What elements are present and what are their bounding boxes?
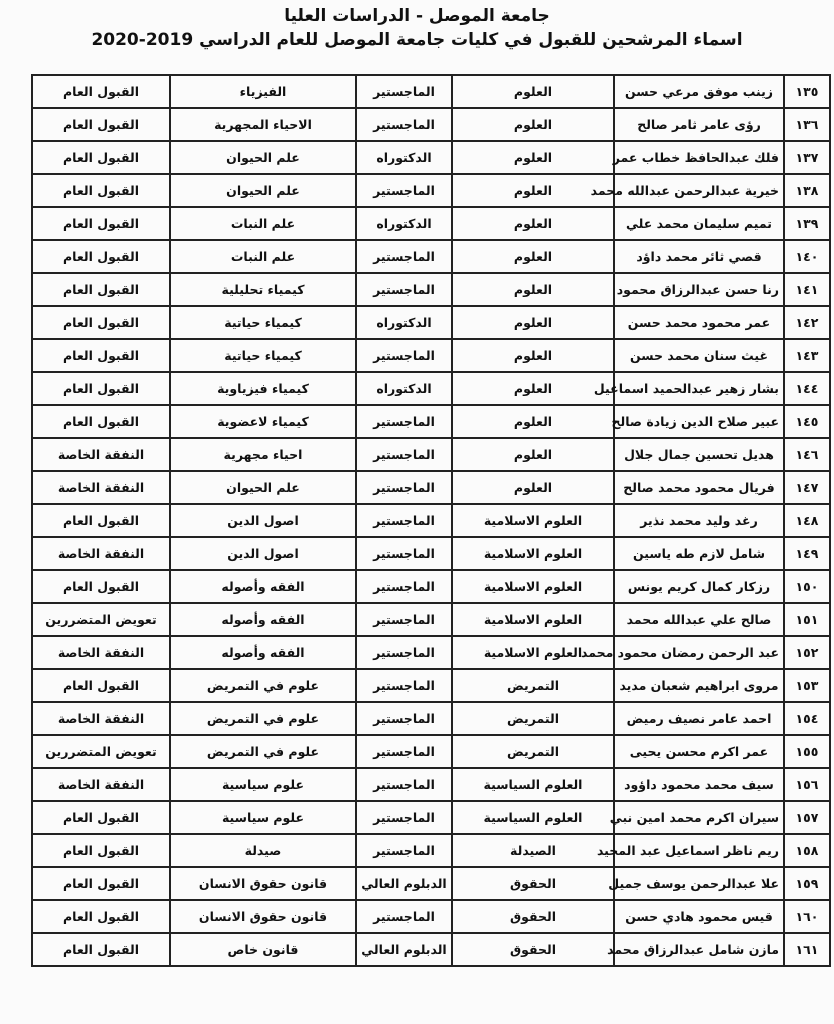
admission-channel-cell: القبول العام xyxy=(32,801,170,834)
college-cell: العلوم xyxy=(452,141,614,174)
row-number-cell: ١٤٩ xyxy=(784,537,830,570)
row-number-cell: ١٥٨ xyxy=(784,834,830,867)
degree-cell: الماجستير xyxy=(356,735,452,768)
department-cell: علم الحيوان xyxy=(170,471,356,504)
page-subtitle: اسماء المرشحين للقبول في كليات جامعة الموصل للعام الدراسي 2019-2020 xyxy=(91,30,743,50)
row-number-cell: ١٤٥ xyxy=(784,405,830,438)
admission-channel-cell: القبول العام xyxy=(32,174,170,207)
row-number-cell: ١٣٧ xyxy=(784,141,830,174)
college-cell: العلوم xyxy=(452,438,614,471)
candidate-name-cell: علا عبدالرحمن يوسف جميل xyxy=(614,867,784,900)
table-row xyxy=(32,933,830,966)
table-row xyxy=(32,339,830,372)
table-row xyxy=(32,636,830,669)
admission-channel-cell: القبول العام xyxy=(32,240,170,273)
college-cell: العلوم xyxy=(452,75,614,108)
table-row xyxy=(32,174,830,207)
department-cell: علم النبات xyxy=(170,240,356,273)
college-cell: العلوم xyxy=(452,306,614,339)
table-row xyxy=(32,702,830,735)
degree-cell: الدكتوراه xyxy=(356,372,452,405)
degree-cell: الماجستير xyxy=(356,900,452,933)
row-number-cell: ١٤٨ xyxy=(784,504,830,537)
department-cell: كيمياء حياتية xyxy=(170,339,356,372)
row-number-cell: ١٣٨ xyxy=(784,174,830,207)
row-number-cell: ١٤١ xyxy=(784,273,830,306)
candidate-name-cell: رزكار كمال كريم يونس xyxy=(614,570,784,603)
college-cell: العلوم الاسلامية xyxy=(452,603,614,636)
table-row xyxy=(32,240,830,273)
admission-channel-cell: القبول العام xyxy=(32,108,170,141)
degree-cell: الماجستير xyxy=(356,240,452,273)
degree-cell: الماجستير xyxy=(356,537,452,570)
degree-cell: الدبلوم العالي xyxy=(356,867,452,900)
department-cell: علم الحيوان xyxy=(170,174,356,207)
college-cell: العلوم xyxy=(452,108,614,141)
table-row xyxy=(32,834,830,867)
candidate-name-cell: مروى ابراهيم شعبان مديد xyxy=(614,669,784,702)
department-cell: قانون حقوق الانسان xyxy=(170,867,356,900)
candidate-name-cell: فلك عبدالحافظ خطاب عمر xyxy=(614,141,784,174)
candidate-name-cell: صالح علي عبدالله محمد xyxy=(614,603,784,636)
admission-channel-cell: النفقة الخاصة xyxy=(32,702,170,735)
row-number-cell: ١٥٣ xyxy=(784,669,830,702)
department-cell: كيمياء فيزياوية xyxy=(170,372,356,405)
row-number-cell: ١٤٢ xyxy=(784,306,830,339)
row-number-cell: ١٤٦ xyxy=(784,438,830,471)
admission-channel-cell: القبول العام xyxy=(32,141,170,174)
candidates-table-body xyxy=(32,75,830,966)
row-number-cell: ١٥٩ xyxy=(784,867,830,900)
admission-channel-cell: النفقة الخاصة xyxy=(32,438,170,471)
admission-channel-cell: النفقة الخاصة xyxy=(32,768,170,801)
candidate-name-cell: قصي ثائر محمد داؤد xyxy=(614,240,784,273)
admission-channel-cell: تعويض المتضررين xyxy=(32,603,170,636)
department-cell: قانون خاص xyxy=(170,933,356,966)
candidate-name-cell: قيس محمود هادي حسن xyxy=(614,900,784,933)
department-cell: علوم سياسية xyxy=(170,801,356,834)
department-cell: الفقه وأصوله xyxy=(170,636,356,669)
table-row xyxy=(32,603,830,636)
college-cell: الحقوق xyxy=(452,933,614,966)
degree-cell: الماجستير xyxy=(356,471,452,504)
degree-cell: الماجستير xyxy=(356,405,452,438)
admission-channel-cell: تعويض المتضررين xyxy=(32,735,170,768)
table-row xyxy=(32,669,830,702)
department-cell: علم النبات xyxy=(170,207,356,240)
row-number-cell: ١٥٦ xyxy=(784,768,830,801)
degree-cell: الدكتوراه xyxy=(356,141,452,174)
department-cell: قانون حقوق الانسان xyxy=(170,900,356,933)
department-cell: علوم في التمريض xyxy=(170,735,356,768)
department-cell: علوم في التمريض xyxy=(170,702,356,735)
degree-cell: الدبلوم العالي xyxy=(356,933,452,966)
admission-channel-cell: القبول العام xyxy=(32,405,170,438)
candidate-name-cell: تميم سليمان محمد علي xyxy=(614,207,784,240)
table-row xyxy=(32,75,830,108)
candidate-name-cell: رغد وليد محمد نذير xyxy=(614,504,784,537)
degree-cell: الماجستير xyxy=(356,570,452,603)
row-number-cell: ١٥٠ xyxy=(784,570,830,603)
candidate-name-cell: شامل لازم طه ياسين xyxy=(614,537,784,570)
degree-cell: الماجستير xyxy=(356,669,452,702)
department-cell: الاحياء المجهرية xyxy=(170,108,356,141)
row-number-cell: ١٥٢ xyxy=(784,636,830,669)
department-cell: كيمياء لاعضوية xyxy=(170,405,356,438)
page-title: جامعة الموصل - الدراسات العليا xyxy=(284,6,550,26)
candidate-name-cell: هديل تحسين جمال جلال xyxy=(614,438,784,471)
degree-cell: الدكتوراه xyxy=(356,306,452,339)
table-row xyxy=(32,141,830,174)
table-row xyxy=(32,768,830,801)
table-row xyxy=(32,438,830,471)
department-cell: اصول الدين xyxy=(170,504,356,537)
college-cell: العلوم xyxy=(452,207,614,240)
admission-channel-cell: القبول العام xyxy=(32,900,170,933)
candidate-name-cell: بشار زهير عبدالحميد اسماعيل xyxy=(614,372,784,405)
college-cell: العلوم الاسلامية xyxy=(452,570,614,603)
college-cell: العلوم xyxy=(452,405,614,438)
college-cell: العلوم الاسلامية xyxy=(452,504,614,537)
row-number-cell: ١٤٣ xyxy=(784,339,830,372)
table-row xyxy=(32,900,830,933)
department-cell: كيمياء حياتية xyxy=(170,306,356,339)
row-number-cell: ١٥١ xyxy=(784,603,830,636)
admission-channel-cell: القبول العام xyxy=(32,372,170,405)
degree-cell: الماجستير xyxy=(356,702,452,735)
degree-cell: الماجستير xyxy=(356,768,452,801)
college-cell: العلوم xyxy=(452,273,614,306)
row-number-cell: ١٤٠ xyxy=(784,240,830,273)
admission-channel-cell: النفقة الخاصة xyxy=(32,537,170,570)
department-cell: اصول الدين xyxy=(170,537,356,570)
college-cell: التمريض xyxy=(452,669,614,702)
college-cell: العلوم xyxy=(452,240,614,273)
candidate-name-cell: غيث سنان محمد حسن xyxy=(614,339,784,372)
table-row xyxy=(32,735,830,768)
row-number-cell: ١٣٥ xyxy=(784,75,830,108)
table-row xyxy=(32,207,830,240)
degree-cell: الماجستير xyxy=(356,801,452,834)
table-row xyxy=(32,306,830,339)
admission-channel-cell: القبول العام xyxy=(32,834,170,867)
college-cell: الصيدلة xyxy=(452,834,614,867)
admission-channel-cell: القبول العام xyxy=(32,933,170,966)
candidate-name-cell: مازن شامل عبدالرزاق محمد xyxy=(614,933,784,966)
department-cell: الفقه وأصوله xyxy=(170,603,356,636)
department-cell: علم الحيوان xyxy=(170,141,356,174)
college-cell: التمريض xyxy=(452,702,614,735)
admission-channel-cell: القبول العام xyxy=(32,306,170,339)
degree-cell: الماجستير xyxy=(356,339,452,372)
department-cell: الفقه وأصوله xyxy=(170,570,356,603)
candidate-name-cell: عبير صلاح الدين زيادة صالح xyxy=(614,405,784,438)
admission-channel-cell: القبول العام xyxy=(32,669,170,702)
department-cell: علوم في التمريض xyxy=(170,669,356,702)
table-row xyxy=(32,372,830,405)
degree-cell: الماجستير xyxy=(356,504,452,537)
college-cell: العلوم xyxy=(452,372,614,405)
college-cell: العلوم xyxy=(452,471,614,504)
table-row xyxy=(32,537,830,570)
candidate-name-cell: عمر اكرم محسن يحيى xyxy=(614,735,784,768)
admission-channel-cell: النفقة الخاصة xyxy=(32,471,170,504)
candidate-name-cell: رؤى عامر ثامر صالح xyxy=(614,108,784,141)
admission-channel-cell: القبول العام xyxy=(32,504,170,537)
degree-cell: الماجستير xyxy=(356,438,452,471)
college-cell: الحقوق xyxy=(452,900,614,933)
row-number-cell: ١٦١ xyxy=(784,933,830,966)
candidate-name-cell: عبد الرحمن رمضان محمود محمد xyxy=(614,636,784,669)
candidate-name-cell: خيرية عبدالرحمن عبدالله محمد xyxy=(614,174,784,207)
row-number-cell: ١٤٤ xyxy=(784,372,830,405)
candidate-name-cell: عمر محمود محمد حسن xyxy=(614,306,784,339)
college-cell: العلوم السياسية xyxy=(452,768,614,801)
college-cell: العلوم الاسلامية xyxy=(452,636,614,669)
degree-cell: الماجستير xyxy=(356,636,452,669)
college-cell: العلوم xyxy=(452,174,614,207)
department-cell: احياء مجهرية xyxy=(170,438,356,471)
department-cell: صيدلة xyxy=(170,834,356,867)
row-number-cell: ١٤٧ xyxy=(784,471,830,504)
row-number-cell: ١٣٩ xyxy=(784,207,830,240)
degree-cell: الماجستير xyxy=(356,174,452,207)
admission-channel-cell: القبول العام xyxy=(32,273,170,306)
degree-cell: الماجستير xyxy=(356,834,452,867)
candidate-name-cell: احمد عامر نصيف رميض xyxy=(614,702,784,735)
admission-channel-cell: القبول العام xyxy=(32,207,170,240)
row-number-cell: ١٥٤ xyxy=(784,702,830,735)
admission-channel-cell: القبول العام xyxy=(32,75,170,108)
table-row xyxy=(32,504,830,537)
admission-channel-cell: القبول العام xyxy=(32,339,170,372)
college-cell: العلوم الاسلامية xyxy=(452,537,614,570)
admission-channel-cell: القبول العام xyxy=(32,570,170,603)
table-row xyxy=(32,273,830,306)
degree-cell: الماجستير xyxy=(356,75,452,108)
candidates-table xyxy=(31,74,831,967)
degree-cell: الماجستير xyxy=(356,603,452,636)
table-row xyxy=(32,108,830,141)
table-row xyxy=(32,405,830,438)
row-number-cell: ١٦٠ xyxy=(784,900,830,933)
college-cell: العلوم xyxy=(452,339,614,372)
row-number-cell: ١٥٥ xyxy=(784,735,830,768)
admission-channel-cell: القبول العام xyxy=(32,867,170,900)
candidate-name-cell: رنا حسن عبدالرزاق محمود xyxy=(614,273,784,306)
table-row xyxy=(32,471,830,504)
candidate-name-cell: ريم ناظر اسماعيل عبد المجيد xyxy=(614,834,784,867)
degree-cell: الماجستير xyxy=(356,108,452,141)
candidate-name-cell: فريال محمود محمد صالح xyxy=(614,471,784,504)
department-cell: علوم سياسية xyxy=(170,768,356,801)
row-number-cell: ١٥٧ xyxy=(784,801,830,834)
degree-cell: الماجستير xyxy=(356,273,452,306)
degree-cell: الدكتوراه xyxy=(356,207,452,240)
college-cell: الحقوق xyxy=(452,867,614,900)
college-cell: التمريض xyxy=(452,735,614,768)
candidate-name-cell: سيف محمد محمود داؤود xyxy=(614,768,784,801)
admission-channel-cell: النفقة الخاصة xyxy=(32,636,170,669)
department-cell: كيمياء تحليلية xyxy=(170,273,356,306)
table-row xyxy=(32,801,830,834)
candidate-name-cell: زينب موفق مرعي حسن xyxy=(614,75,784,108)
college-cell: العلوم السياسية xyxy=(452,801,614,834)
table-row xyxy=(32,570,830,603)
row-number-cell: ١٣٦ xyxy=(784,108,830,141)
table-row xyxy=(32,867,830,900)
candidate-name-cell: سيران اكرم محمد امين نبي xyxy=(614,801,784,834)
department-cell: الفيزياء xyxy=(170,75,356,108)
